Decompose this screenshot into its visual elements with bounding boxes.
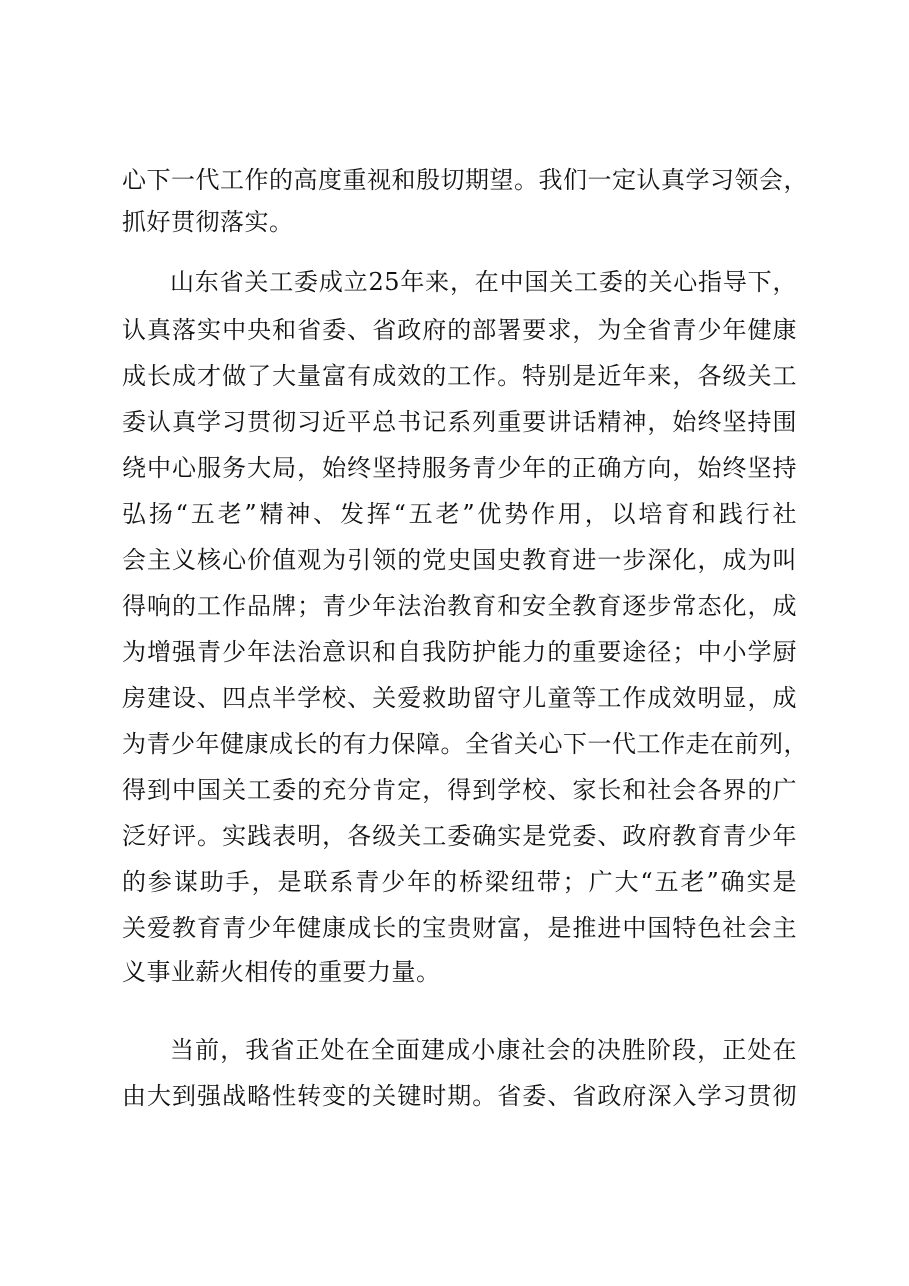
text-line: 弘扬“五老”精神、发挥“五老”优势作用，以培育和践行社 (122, 500, 797, 528)
paragraph-first-line: 当前，我省正处在全面建成小康社会的决胜阶段，正处在 (170, 1036, 797, 1064)
text-line: 认真落实中央和省委、省政府的部署要求，为全省青少年健康 (122, 316, 797, 344)
text-line: 泛好评。实践表明，各级关工委确实是党委、政府教育青少年 (122, 822, 797, 850)
paragraph-first-line: 山东省关工委成立25年来，在中国关工委的关心指导下， (170, 268, 797, 296)
text-line: 委认真学习贯彻习近平总书记系列重要讲话精神，始终坚持围 (122, 408, 797, 436)
text-line: 心下一代工作的高度重视和殷切期望。我们一定认真学习领会， (122, 166, 808, 194)
text-line: 成长成才做了大量富有成效的工作。特别是近年来，各级关工 (122, 362, 797, 390)
text-line: 抓好贯彻落实。 (122, 208, 294, 236)
text-line: 的参谋助手，是联系青少年的桥梁纽带；广大“五老”确实是 (122, 868, 797, 896)
text-line: 得到中国关工委的充分肯定，得到学校、家长和社会各界的广 (122, 776, 797, 804)
text-line: 会主义核心价值观为引领的党史国史教育进一步深化，成为叫 (122, 546, 797, 574)
text-line: 为青少年健康成长的有力保障。全省关心下一代工作走在前列， (122, 730, 808, 758)
text-line: 义事业薪火相传的重要力量。 (122, 958, 441, 986)
text-line: 关爱教育青少年健康成长的宝贵财富，是推进中国特色社会主 (122, 914, 797, 942)
text-line: 房建设、四点半学校、关爱救助留守儿童等工作成效明显，成 (122, 684, 797, 712)
text-line: 绕中心服务大局，始终坚持服务青少年的正确方向，始终坚持 (122, 454, 797, 482)
text-line: 为增强青少年法治意识和自我防护能力的重要途径；中小学厨 (122, 638, 797, 666)
text-line: 得响的工作品牌；青少年法治教育和安全教育逐步常态化，成 (122, 592, 797, 620)
text-line: 由大到强战略性转变的关键时期。省委、省政府深入学习贯彻 (122, 1082, 797, 1110)
